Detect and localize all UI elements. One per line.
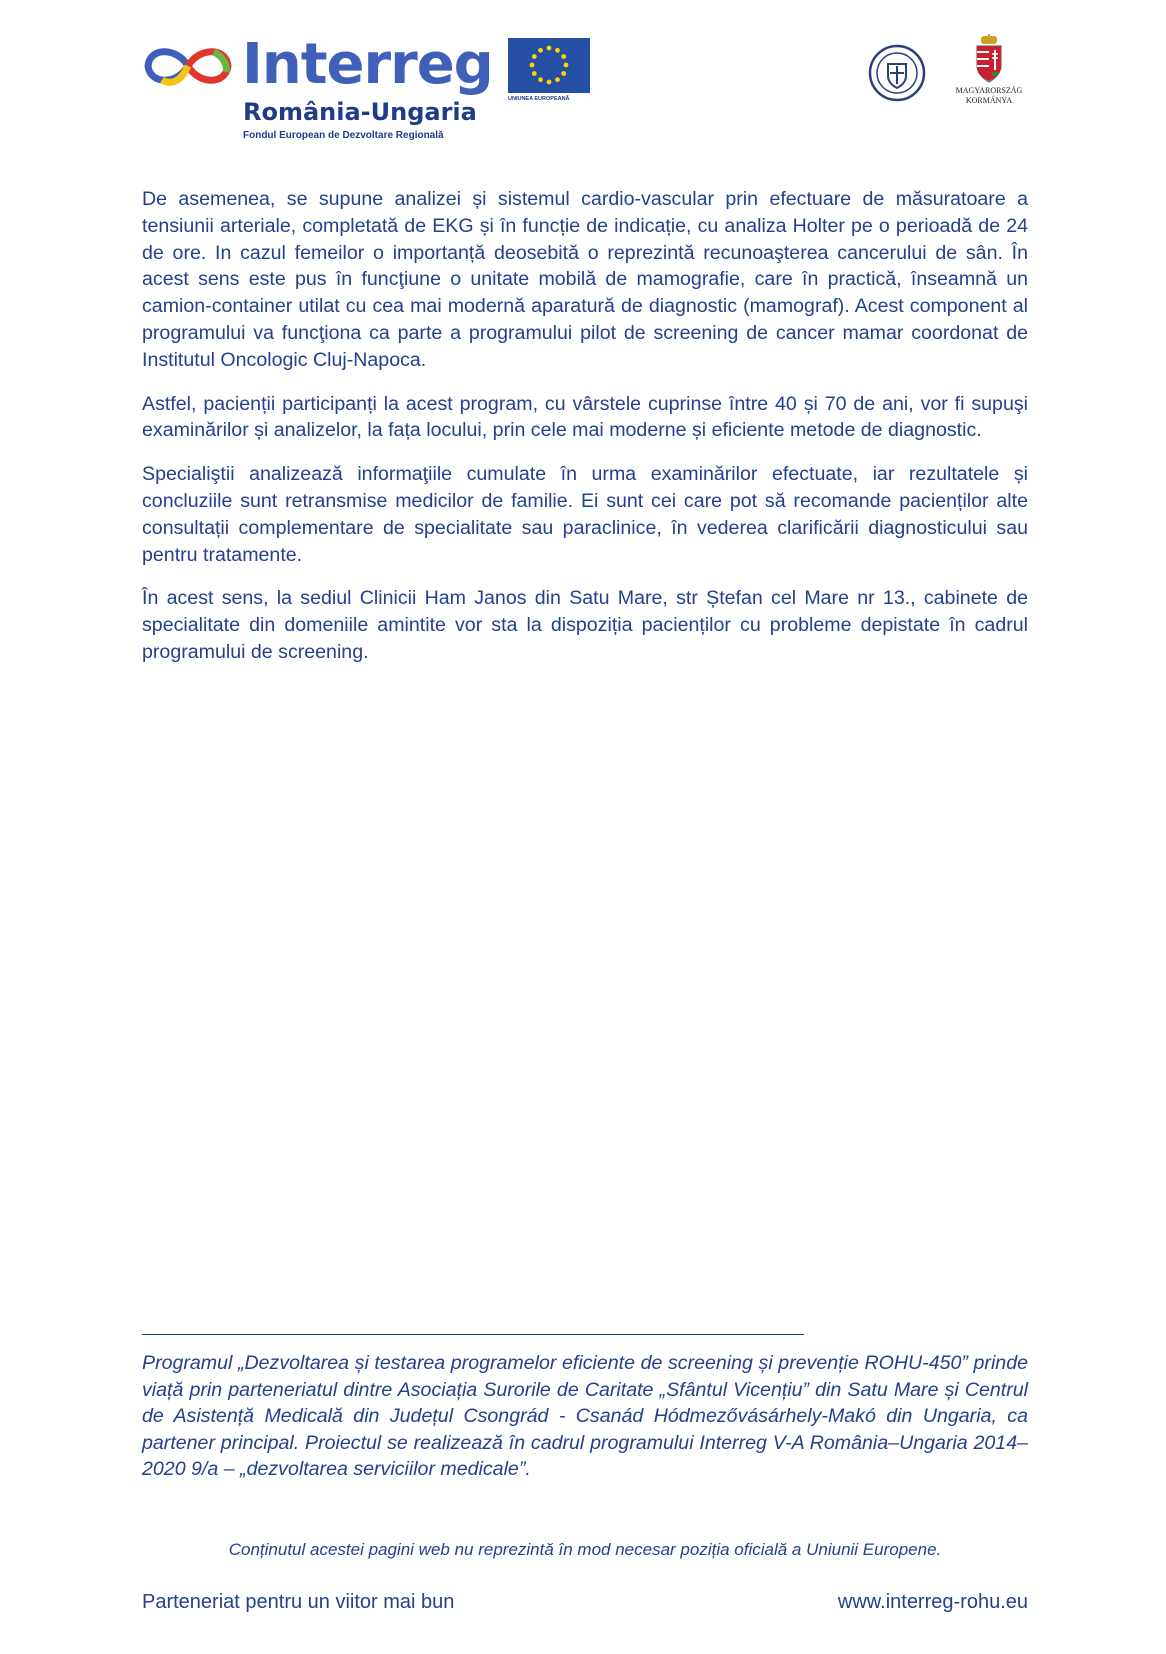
program-region: România-Ungaria — [243, 98, 477, 126]
interreg-infinity-icon — [142, 40, 234, 92]
paragraph: Astfel, pacienții participanți la acest program, cu vârstele cuprinse între 40 și 70 de ani, vor fi supuşi examinărilor și analizelor, la fața locului, prin cele mai moderne și eficiente metode de diagnostic. — [142, 392, 1028, 442]
partner-seal-icon — [868, 44, 926, 102]
paragraph: În acest sens, la sediul Clinicii Ham Janos din Satu Mare, str Ștefan cel Mare nr 13., cabinete de specialitate din domeniile amintite vor sta la dispoziția pacienților cu probleme depistate în cadrul programului de screening. — [142, 587, 1028, 663]
main-content — [142, 186, 1028, 683]
eu-flag-icon — [508, 38, 590, 93]
paragraph: De asemenea, se supune analizei și sistemul cardio-vascular prin efectuare de măsuratoare a tensiunii arteriale, completată de EKG și în funcție de indicație, cu analiza Holter pe o perioadă de 24 de ore. In cazul femeilor o importanță deosebită o reprezintă recunoaşterea cancerului de sân. În acest sens este pus în funcţiune o unitate mobilă de mamografie, care în practică, înseamnă un camion-container utilat cu cea mai modernă aparatură de diagnostic (mamograf). Acest component al programului va funcţiona ca parte a programului pilot de screening de cancer mamar coordonat de Institutul Oncologic Cluj-Napoca. — [142, 188, 1028, 371]
hungary-coat-of-arms-icon — [974, 34, 1004, 84]
footnote: Programul „Dezvoltarea și testarea programelor eficiente de screening și prevenție ROHU-450” prinde viață prin parteneriatul dintre Asociația Surorile de Caritate „Sfântul Vicențiu” din Satu Mare și Centrul de Asistență Medicală din Județul Csongrád - Csanád Hódmezővásárhely-Makó din Ungaria, ca partener principal. Proiectul se realizează în cadrul programului Interreg V-A România–Ungaria 2014–2020 9/a – „dezvoltarea serviciilor medicale”. — [142, 1352, 1028, 1481]
eu-label: UNIUNEA EUROPEANĂ — [508, 96, 570, 102]
paragraph: Specialiştii analizează informaţiile cumulate în urma examinărilor efectuate, iar rezultatele și concluziile sunt retransmise medicilor de familie. Ei sunt cei care pot să recomande pacienților alte consultații complementare de specialitate sau paraclinice, în vederea clarificării diagnosticului sau pentru tratamente. — [142, 463, 1028, 566]
footnote-divider — [142, 1334, 804, 1335]
fund-name: Fondul European de Dezvoltare Regională — [243, 130, 444, 141]
page-header — [0, 0, 1166, 160]
government-label-line2: KORMÁNYA — [965, 96, 1013, 105]
footer-slogan: Parteneriat pentru un viitor mai bun — [142, 1591, 455, 1613]
brand-name: Interreg — [242, 32, 493, 97]
eu-disclaimer: Conținutul acestei pagini web nu reprezintă în mod necesar poziția oficială a Uniunii Europene. — [228, 1540, 942, 1559]
footer-website-link[interactable]: www.interreg-rohu.eu — [837, 1591, 1028, 1613]
government-label — [948, 86, 1030, 106]
government-label-line1: MAGYARORSZÁG — [955, 86, 1023, 95]
